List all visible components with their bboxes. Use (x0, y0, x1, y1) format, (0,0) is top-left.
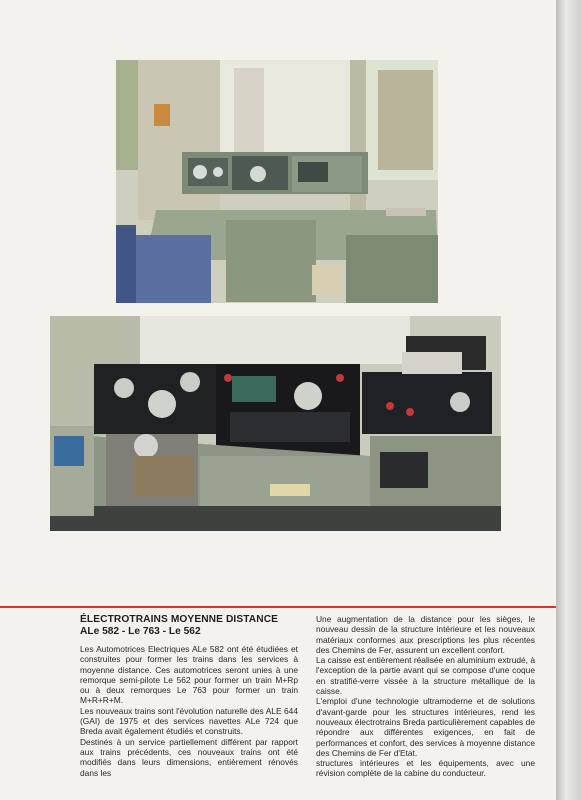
red-divider-rule (0, 606, 556, 608)
article-subheading: ALe 582 - Le 763 - Le 562 (80, 626, 201, 637)
article-right-column (316, 614, 535, 779)
paragraph: Destinés à un service partiellement différent par rapport aux trains précédents, ces nouveaux trains ont été modifiés dans leurs dimensions, entièrement rénovés dans les (80, 736, 298, 778)
paragraph: Les nouveaux trains sont l'évolution naturelle des ALE 644 (GAI) de 1975 et des services navettes ALe 724 que Breda avait également étudiés et construits. (80, 705, 298, 737)
article-left-column (80, 614, 298, 778)
paragraph: Les Automotrices Electriques ALe 582 ont été étudiées et construites pour former les trains dans les services à moyenne distance. Ces automotrices seront unies à une remorque semi-pilote Le 562 pour former un train M+Rp ou à deux remorques Le 763 pour former un train M+R+R+M. (80, 644, 298, 706)
paragraph: L'emploi d'une technologie ultramoderne et de solutions d'avant-garde pour les structures intérieures, rend les nouveaux électrotrains Breda particulièrement capables de répondre aux différentes exigences, en fait de performances et confort, des services à moyenne distance des Chemins de Fer d'Etat. (316, 696, 535, 758)
control-console-photo (50, 316, 501, 531)
paragraph: structures intérieures et les équipements, avec une révision complète de la cabine du conducteur. (316, 758, 535, 779)
article-heading: ÉLECTROTRAINS MOYENNE DISTANCE (80, 614, 279, 625)
cab-interior-photo (116, 60, 438, 303)
page-edge (556, 0, 581, 800)
paragraph: Une augmentation de la distance pour les sièges, le nouveau dessin de la structure intérieure et les nouveaux matériaux conformes aux prescriptions les plus récentes des Chemins de Fer, assurent un excellent confort. (316, 614, 535, 655)
paragraph: La caisse est entièrement réalisée en aluminium extrudé, à l'exception de la partie avant qui se compose d'une coque en stratifié-verre vissée à la structure métallique de la caisse. (316, 655, 535, 697)
